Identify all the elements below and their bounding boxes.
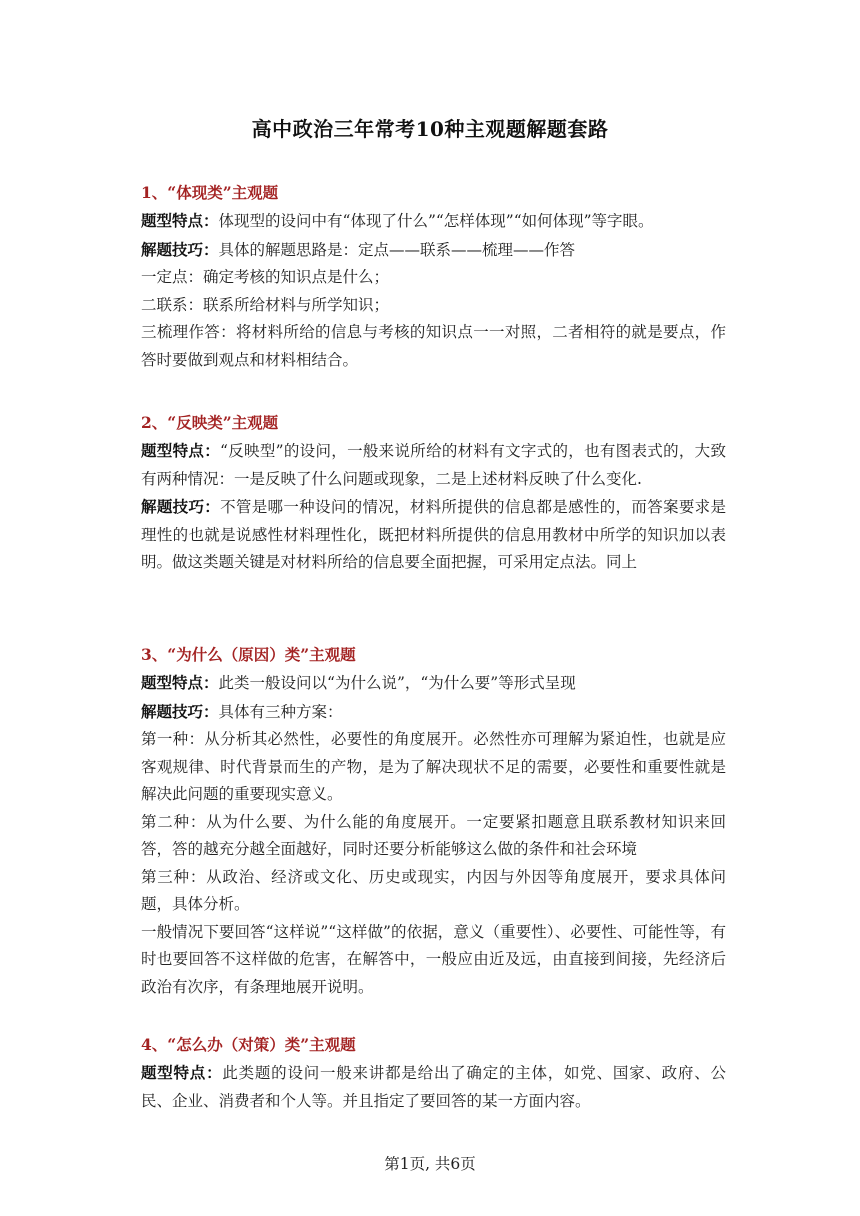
- paragraph-text: 第一种：从分析其必然性，必要性的角度展开。必然性亦可理解为紧迫性，也就是应客观规律、时代背景而生的产物，是为了解决现状不足的需要，必要性和重要性就是解决此问题的重要现实意义。: [141, 730, 726, 803]
- paragraph-label: 题型特点：: [141, 1063, 223, 1082]
- paragraph: [141, 919, 726, 1002]
- paragraph: [141, 698, 726, 727]
- paragraph-text: 一定点：确定考核的知识点是什么；: [141, 268, 390, 286]
- paragraph: [141, 493, 726, 577]
- paragraph: [141, 207, 726, 236]
- page-indicator: 第1页, 共6页: [384, 1155, 476, 1173]
- paragraph-text: 第三种：从政治、经济或文化、历史或现实，内因与外因等角度展开，要求具体问题，具体分析。: [141, 867, 726, 913]
- paragraph: [141, 809, 726, 864]
- section-heading: 3、“为什么（原因）类”主观题: [141, 645, 356, 664]
- paragraph-label: 解题技巧：: [141, 239, 219, 259]
- paragraph-label: 题型特点：: [141, 441, 221, 460]
- paragraph-label: 解题技巧：: [141, 497, 221, 516]
- section-1: [141, 179, 726, 374]
- paragraph-text: 具体的解题思路是：定点——联系——梳理——作答: [218, 240, 576, 259]
- paragraph: [141, 264, 726, 292]
- paragraph-text: “反映型”的设问，一般来说所给的材料有文字式的，也有图表式的，大致有两种情况：一是反映了什么问题或现象，二是上述材料反映了什么变化.: [141, 442, 726, 488]
- section-heading: 4、“怎么办（对策）类”主观题: [141, 1035, 356, 1054]
- section-2: [141, 409, 726, 577]
- paragraph-label: 题型特点：: [141, 211, 219, 230]
- section-4: [141, 1031, 726, 1115]
- document-title: 高中政治三年常考10种主观题解题套路: [251, 117, 609, 141]
- paragraph-label: 解题技巧：: [141, 701, 219, 721]
- paragraph-text: 一般情况下要回答“这样说”“这样做”的依据，意义（重要性）、必要性、可能性等，有时也要回答不这样做的危害，在解答中，一般应由近及远，由直接到间接，先经济后政治有次序，有条理地展开说明。: [141, 922, 726, 996]
- paragraph: [141, 1059, 726, 1115]
- paragraph-text: 此类一般设问以“为什么说”，“为什么要”等形式呈现: [218, 674, 576, 692]
- paragraph: [141, 236, 726, 265]
- paragraph-text: 第二种：从为什么要、为什么能的角度展开。一定要紧扣题意且联系教材知识来回答，答的越充分越全面越好，同时还要分析能够这么做的条件和社会环境: [141, 812, 726, 858]
- paragraph: [141, 864, 726, 919]
- paragraph-text: 不管是哪一种设问的情况，材料所提供的信息都是感性的，而答案要求是理性的也就是说感性材料理性化，既把材料所提供的信息用教材中所学的知识加以表明。做这类题关键是对材料所给的信息要全面把握，可采用定点法。同上: [141, 498, 726, 571]
- paragraph: [141, 669, 726, 698]
- paragraph: [141, 726, 726, 809]
- paragraph: [141, 292, 726, 320]
- section-heading: 1、“体现类”主观题: [141, 183, 279, 202]
- paragraph-text: 二联系：联系所给材料与所学知识；: [141, 295, 390, 314]
- paragraph: [141, 437, 726, 493]
- paragraph: [141, 319, 726, 374]
- section-3: [141, 641, 726, 1001]
- paragraph-label: 题型特点：: [141, 673, 219, 692]
- paragraph-text: 具体有三种方案：: [218, 702, 343, 721]
- paragraph-text: 三梳理作答：将材料所给的信息与考核的知识点一一对照，二者相符的就是要点，作答时要做到观点和材料相结合。: [141, 323, 726, 369]
- paragraph-text: 体现型的设问中有“体现了什么”“怎样体现”“如何体现”等字眼。: [218, 212, 654, 230]
- paragraph-text: 此类题的设问一般来讲都是给出了确定的主体，如党、国家、政府、公民、企业、消费者和个人等。并且指定了要回答的某一方面内容。: [141, 1064, 726, 1110]
- section-heading: 2、“反映类”主观题: [141, 413, 279, 432]
